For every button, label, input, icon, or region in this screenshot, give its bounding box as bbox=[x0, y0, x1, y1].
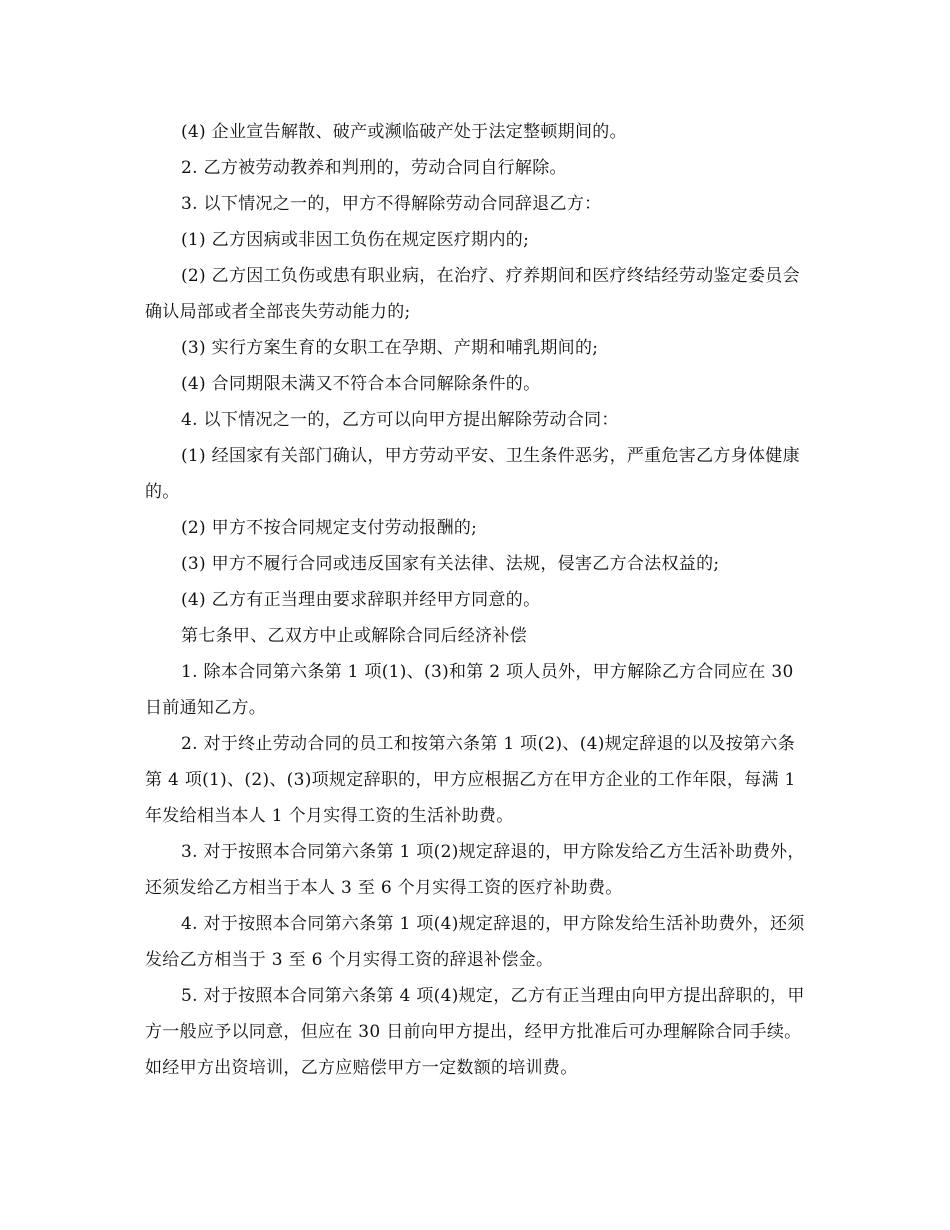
paragraph: 1. 除本合同第六条第 1 项(1)、(3)和第 2 项人员外，甲方解除乙方合同应在 30 日前通知乙方。 bbox=[145, 662, 794, 718]
paragraph: (3) 实行方案生育的女职工在孕期、产期和哺乳期间的; bbox=[181, 338, 599, 358]
paragraph: 3. 对于按照本合同第六条第 1 项(2)规定辞退的，甲方除发给乙方生活补助费外，还须发给乙方相当于本人 3 至 6 个月实得工资的医疗补助费。 bbox=[145, 842, 805, 898]
paragraph: (4) 合同期限未满又不符合本合同解除条件的。 bbox=[181, 374, 541, 394]
paragraph: 4. 对于按照本合同第六条第 1 项(4)规定辞退的，甲方除发给生活补助费外，还须发给乙方相当于 3 至 6 个月实得工资的辞退补偿金。 bbox=[145, 914, 805, 970]
paragraph: (2) 乙方因工负伤或患有职业病，在治疗、疗养期间和医疗终结经劳动鉴定委员会确认局部或者全部丧失劳动能力的; bbox=[145, 266, 800, 322]
section-heading: 第七条甲、乙双方中止或解除合同后经济补偿 bbox=[181, 626, 527, 646]
paragraph: (4) 企业宣告解散、破产或濒临破产处于法定整顿期间的。 bbox=[181, 122, 627, 142]
paragraph: 2. 乙方被劳动教养和判刑的，劳动合同自行解除。 bbox=[181, 158, 567, 178]
paragraph: 3. 以下情况之一的，甲方不得解除劳动合同辞退乙方： bbox=[181, 194, 602, 214]
paragraph: 4. 以下情况之一的，乙方可以向甲方提出解除劳动合同： bbox=[181, 410, 619, 430]
paragraph: 5. 对于按照本合同第六条第 4 项(4)规定，乙方有正当理由向甲方提出辞职的，甲方一般应予以同意，但应在 30 日前向甲方提出，经甲方批准后可办理解除合同手续。如经甲方出资培训，乙方应赔偿甲方一定数额的培训费。 bbox=[145, 986, 805, 1078]
paragraph: (1) 乙方因病或非因工负伤在规定医疗期内的; bbox=[181, 230, 530, 250]
paragraph: (2) 甲方不按合同规定支付劳动报酬的; bbox=[181, 518, 478, 538]
paragraph: (1) 经国家有关部门确认，甲方劳动平安、卫生条件恶劣，严重危害乙方身体健康的。 bbox=[145, 446, 800, 502]
paragraph: (4) 乙方有正当理由要求辞职并经甲方同意的。 bbox=[181, 590, 541, 610]
paragraph: 2. 对于终止劳动合同的员工和按第六条第 1 项(2)、(4)规定辞退的以及按第六条第 4 项(1)、(2)、(3)项规定辞职的，甲方应根据乙方在甲方企业的工作年限，每满 1 年发给相当本人 1 个月实得工资的生活补助费。 bbox=[145, 734, 796, 826]
document-body bbox=[145, 114, 810, 1086]
paragraph: (3) 甲方不履行合同或违反国家有关法律、法规，侵害乙方合法权益的; bbox=[181, 554, 720, 574]
